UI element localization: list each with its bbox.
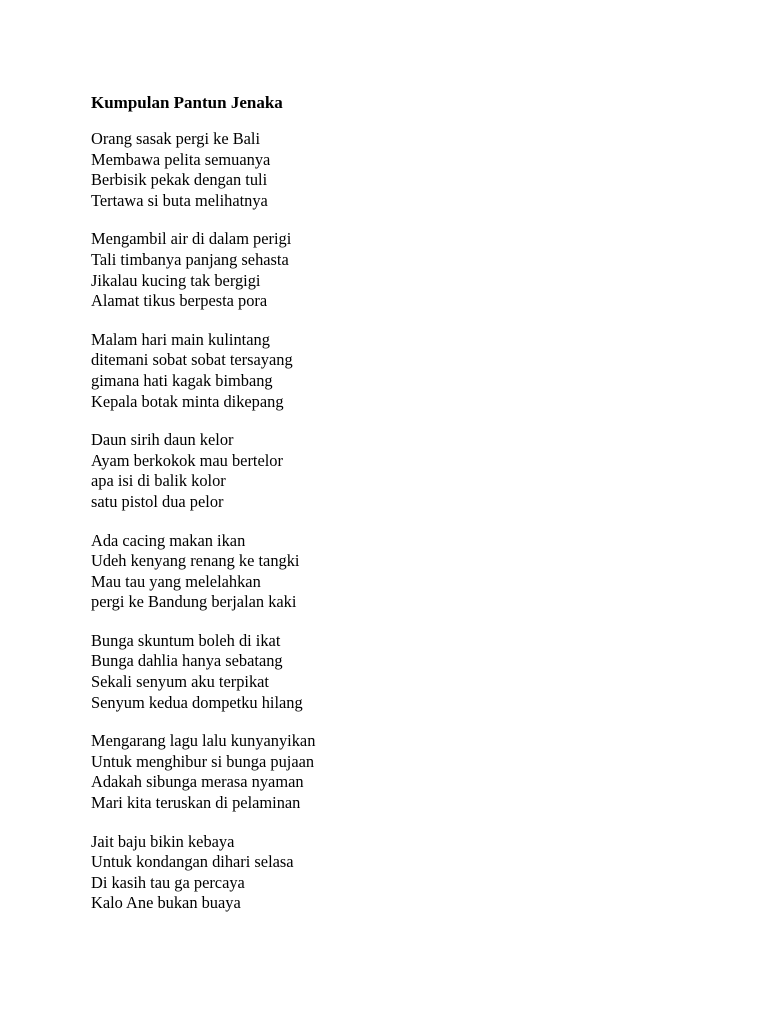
pantun-line: apa isi di balik kolor — [91, 471, 226, 491]
pantun-line: Tertawa si buta melihatnya — [91, 190, 268, 210]
pantun-line: Mau tau yang melelahkan — [91, 571, 261, 591]
pantun-line: Jikalau kucing tak bergigi — [91, 270, 261, 290]
pantun-line: Ada cacing makan ikan — [91, 530, 246, 550]
pantun-line: Mari kita teruskan di pelaminan — [91, 793, 301, 813]
pantun-line: Untuk kondangan dihari selasa — [91, 852, 294, 872]
pantun-stanza-7 — [91, 731, 711, 813]
pantun-line: pergi ke Bandung berjalan kaki — [91, 592, 297, 612]
document-title: Kumpulan Pantun Jenaka — [91, 93, 283, 112]
pantun-line: Tali timbanya panjang sehasta — [91, 249, 289, 269]
pantun-stanza-3 — [91, 330, 711, 412]
pantun-line: Alamat tikus berpesta pora — [91, 291, 268, 311]
pantun-line: gimana hati kagak bimbang — [91, 370, 273, 390]
pantun-line: Ayam berkokok mau bertelor — [91, 450, 283, 470]
pantun-line: Bunga skuntum boleh di ikat — [91, 630, 281, 650]
pantun-line: Berbisik pekak dengan tuli — [91, 170, 268, 190]
pantun-line: Membawa pelita semuanya — [91, 149, 271, 169]
pantun-line: ditemani sobat sobat tersayang — [91, 350, 293, 370]
pantun-line: Daun sirih daun kelor — [91, 430, 234, 450]
pantun-line: Mengambil air di dalam perigi — [91, 229, 292, 249]
pantun-stanza-1 — [91, 129, 711, 211]
pantun-line: Adakah sibunga merasa nyaman — [91, 772, 304, 792]
pantun-line: Sekali senyum aku terpikat — [91, 672, 269, 692]
pantun-stanza-5 — [91, 531, 711, 613]
pantun-line: Kepala botak minta dikepang — [91, 391, 284, 411]
pantun-stanza-2 — [91, 229, 711, 311]
pantun-line: Orang sasak pergi ke Bali — [91, 129, 261, 148]
pantun-line: Jait baju bikin kebaya — [91, 831, 235, 851]
pantun-line: Bunga dahlia hanya sebatang — [91, 651, 283, 671]
document-page — [91, 92, 711, 932]
pantun-line: Senyum kedua dompetku hilang — [91, 692, 303, 712]
pantun-line: Malam hari main kulintang — [91, 329, 270, 349]
pantun-line: Untuk menghibur si bunga pujaan — [91, 751, 315, 771]
pantun-line: satu pistol dua pelor — [91, 491, 224, 511]
pantun-line: Kalo Ane bukan buaya — [91, 893, 241, 913]
pantun-line: Di kasih tau ga percaya — [91, 872, 245, 892]
pantun-stanza-6 — [91, 631, 711, 713]
pantun-stanza-8 — [91, 832, 711, 914]
pantun-line: Udeh kenyang renang ke tangki — [91, 551, 300, 571]
pantun-stanza-4 — [91, 430, 711, 512]
pantun-line: Mengarang lagu lalu kunyanyikan — [91, 731, 316, 751]
